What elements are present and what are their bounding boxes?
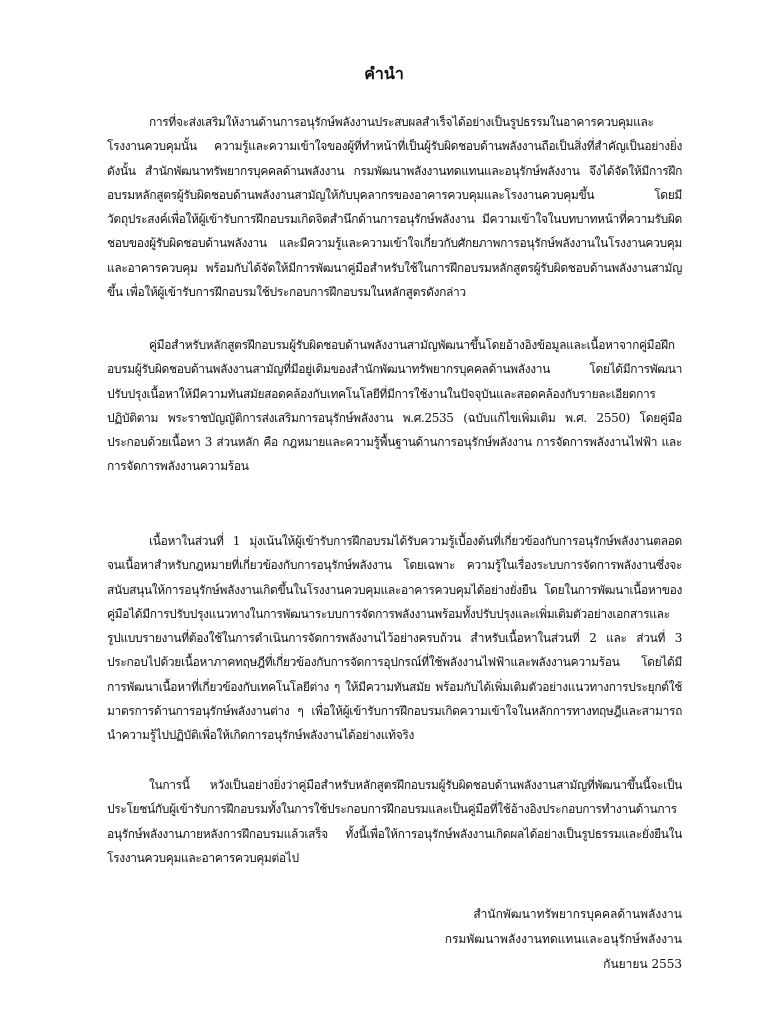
signature-office: สำนักพัฒนาทรัพยากรบุคคลด้านพลังงาน	[473, 907, 682, 921]
page-title: คำนำ	[364, 64, 404, 83]
signature-date: กันยายน 2553	[603, 957, 682, 971]
signature-department: กรมพัฒนาพลังงานทดแทนและอนุรักษ์พลังงาน	[444, 932, 682, 946]
paragraph-content-details: เนื้อหาในส่วนที่ 1 มุ่งเน้นให้ผู้เข้ารับการฝึกอบรมได้รับความรู้เบื้องต้นที่เกี่ยวข้องกับการอนุรักษ์พลังงานตลอดจนเนื้อหาสำหรับกฎหมายที่เกี่ยวข้องกับการอนุรักษ์พลังงาน โดยเฉพาะ ความรู้ในเรื่องระบบการจัดการพลังงานซึ่งจะสนับสนุนให้การอนุรักษ์พลังงานเกิดขึ้นในโรงงานควบคุมและอาคารควบคุมได้อย่างยั่งยืน โดยในการพัฒนาเนื้อหาของคู่มือได้มีการปรับปรุงแนวทางในการพัฒนาระบบการจัดการพลังงานพร้อมทั้งปรับปรุงและเพิ่มเติมตัวอย่างเอกสารและรูปแบบรายงานที่ต้องใช้ในการดำเนินการจัดการพลังงานไว้อย่างครบถ้วน สำหรับเนื้อหาในส่วนที่ 2 และ ส่วนที่ 3 ประกอบไปด้วยเนื้อหาภาคทฤษฎีที่เกี่ยวข้องกับการจัดการอุปกรณ์ที่ใช้พลังงานไฟฟ้าและพลังงานความร้อน โดยได้มีการพัฒนาเนื้อหาที่เกี่ยวข้องกับเทคโนโลยีต่าง ๆ ให้มีความทันสมัย พร้อมกับได้เพิ่มเติมตัวอย่างแนวทางการประยุกต์ใช้มาตรการด้านการอนุรักษ์พลังงานต่าง ๆ เพื่อให้ผู้เข้ารับการฝึกอบรมเกิดความเข้าใจในหลักการทางทฤษฎีและสามารถนำความรู้ไปปฏิบัติเพื่อให้เกิดการอนุรักษ์พลังงานได้อย่างแท้จริง	[107, 534, 682, 743]
paragraph-manual-overview: คู่มือสำหรับหลักสูตรฝึกอบรมผู้รับผิดชอบด้านพลังงานสามัญพัฒนาขึ้นโดยอ้างอิงข้อมูลและเนื้อหาจากคู่มือฝึกอบรมผู้รับผิดชอบด้านพลังงานสามัญที่มีอยู่เดิมของสำนักพัฒนาทรัพยากรบุคคลด้านพลังงาน โดยได้มีการพัฒนาปรับปรุงเนื้อหาให้มีความทันสมัยสอดคล้องกับเทคโนโลยีที่มีการใช้งานในปัจจุบันและสอดคล้องกับรายละเอียดการปฏิบัติตาม พระราชบัญญัติการส่งเสริมการอนุรักษ์พลังงาน พ.ศ.2535 (ฉบับแก้ไขเพิ่มเติม พ.ศ. 2550) โดยคู่มือประกอบด้วยเนื้อหา 3 ส่วนหลัก คือ กฎหมายและความรู้พื้นฐานด้านการอนุรักษ์พลังงาน การจัดการพลังงานไฟฟ้า และ การจัดการพลังงานความร้อน	[107, 338, 682, 474]
paragraph-intro: การที่จะส่งเสริมให้งานด้านการอนุรักษ์พลังงานประสบผลสำเร็จได้อย่างเป็นรูปธรรมในอาคารควบคุมและโรงงานควบคุมนั้น ความรู้และความเข้าใจของผู้ที่ทำหน้าที่เป็นผู้รับผิดชอบด้านพลังงานถือเป็นสิ่งที่สำคัญเป็นอย่างยิ่ง ดังนั้น สำนักพัฒนาทรัพยากรบุคคลด้านพลังงาน กรมพัฒนาพลังงานทดแทนและอนุรักษ์พลังงาน จึงได้จัดให้มีการฝึกอบรมหลักสูตรผู้รับผิดชอบด้านพลังงานสามัญให้กับบุคลากรของอาคารควบคุมและโรงงานควบคุมขึ้น โดยมีวัตถุประสงค์เพื่อให้ผู้เข้ารับการฝึกอบรมเกิดจิตสำนึกด้านการอนุรักษ์พลังงาน มีความเข้าใจในบทบาทหน้าที่ความรับผิดชอบของผู้รับผิดชอบด้านพลังงาน และมีความรู้และความเข้าใจเกี่ยวกับศักยภาพการอนุรักษ์พลังงานในโรงงานควบคุมและอาคารควบคุม พร้อมกับได้จัดให้มีการพัฒนาคู่มือสำหรับใช้ในการฝึกอบรมหลักสูตรผู้รับผิดชอบด้านพลังงานสามัญขึ้น เพื่อให้ผู้เข้ารับการฝึกอบรมใช้ประกอบการฝึกอบรมในหลักสูตรดังกล่าว	[107, 115, 682, 300]
paragraph-closing: ในการนี้ หวังเป็นอย่างยิ่งว่าคู่มือสำหรับหลักสูตรฝึกอบรมผู้รับผิดชอบด้านพลังงานสามัญที่พัฒนาขึ้นนี้จะเป็นประโยชน์กับผู้เข้ารับการฝึกอบรมทั้งในการใช้ประกอบการฝึกอบรมและเป็นคู่มือที่ใช้อ้างอิงประกอบการทำงานด้านการอนุรักษ์พลังงานภายหลังการฝึกอบรมแล้วเสร็จ ทั้งนี้เพื่อให้การอนุรักษ์พลังงานเกิดผลได้อย่างเป็นรูปธรรมและยั่งยืนในโรงงานควบคุมและอาคารควบคุมต่อไป	[107, 778, 682, 865]
